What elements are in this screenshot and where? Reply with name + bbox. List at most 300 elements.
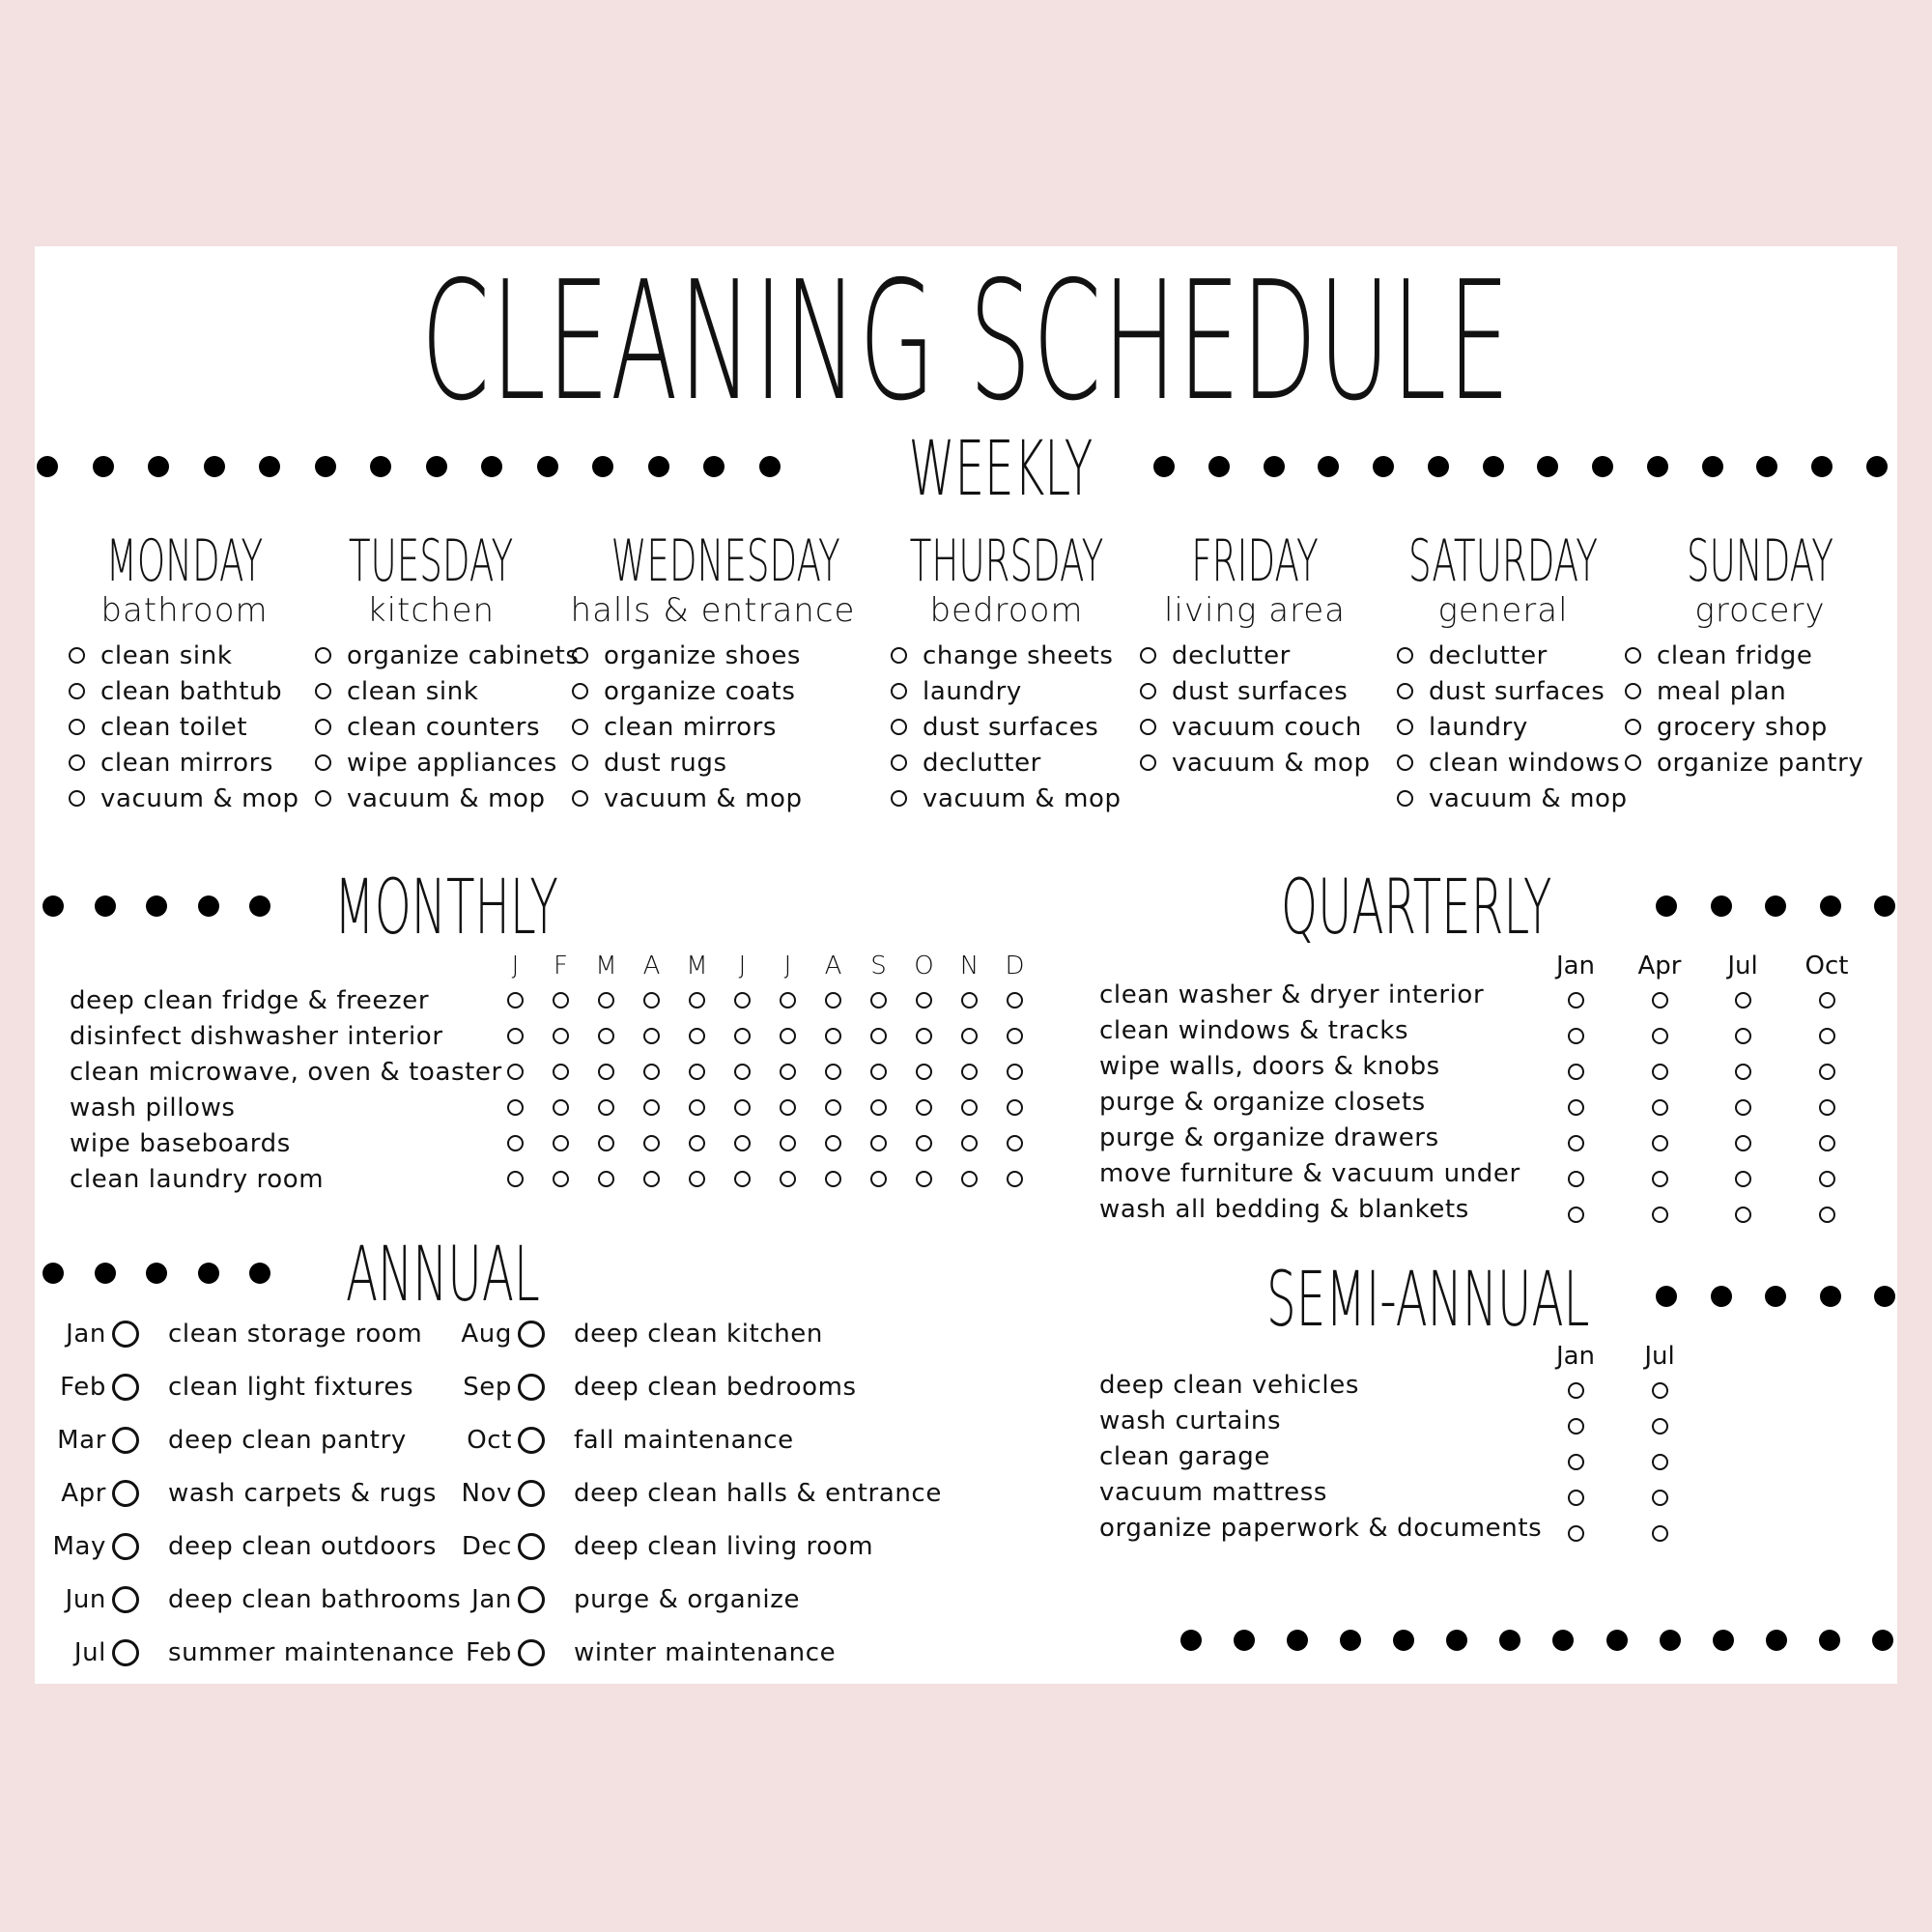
dot <box>1446 1630 1467 1651</box>
checkbox-circle[interactable] <box>643 1099 660 1116</box>
annual-item[interactable] <box>450 1360 942 1413</box>
checkbox-circle[interactable] <box>69 754 85 771</box>
task-label: clean sink <box>100 640 233 670</box>
checkbox-circle[interactable] <box>112 1374 139 1401</box>
checkbox-circle[interactable] <box>825 992 841 1009</box>
day-name: THURSDAY <box>909 527 1104 595</box>
dot <box>95 895 116 917</box>
task-label: organize shoes <box>604 640 802 670</box>
checkbox-circle[interactable] <box>916 1135 932 1151</box>
day-task-list <box>1397 638 1628 816</box>
month-letters <box>493 952 1037 980</box>
checkbox-circle[interactable] <box>961 992 978 1009</box>
day-name: WEDNESDAY <box>611 527 840 595</box>
checkbox-circle[interactable] <box>1652 1171 1668 1187</box>
checkbox-circle[interactable] <box>518 1639 545 1666</box>
checkbox-circle[interactable] <box>825 1171 841 1187</box>
checkbox-circle[interactable] <box>891 754 907 771</box>
task-item[interactable] <box>315 745 580 781</box>
grid-cell <box>810 1135 856 1151</box>
checkbox-circle[interactable] <box>315 719 331 735</box>
grid-cell <box>810 1028 856 1044</box>
checkbox-circle[interactable] <box>518 1427 545 1454</box>
semi-column-label: Jan <box>1555 1342 1596 1371</box>
checkbox-circle[interactable] <box>916 1028 932 1044</box>
checkbox-circle[interactable] <box>689 1028 705 1044</box>
checkbox-circle[interactable] <box>1007 1171 1023 1187</box>
checkbox-circle[interactable] <box>689 1064 705 1080</box>
checkbox-circle[interactable] <box>1652 1028 1668 1044</box>
annual-item[interactable] <box>450 1307 942 1360</box>
task-item[interactable] <box>69 781 299 816</box>
grid-cell <box>1640 1408 1679 1444</box>
checkbox-circle[interactable] <box>961 1064 978 1080</box>
task-item[interactable] <box>69 745 299 781</box>
checkbox-circle[interactable] <box>1568 1454 1584 1470</box>
day-task-list <box>891 638 1122 816</box>
checkbox-circle[interactable] <box>1735 1135 1751 1151</box>
task-label: clean fridge <box>1657 640 1813 670</box>
checkbox-circle[interactable] <box>598 1135 614 1151</box>
annual-task: deep clean outdoors <box>168 1531 437 1561</box>
checkbox-circle[interactable] <box>553 1171 569 1187</box>
checkbox-circle[interactable] <box>1625 719 1641 735</box>
annual-item[interactable] <box>450 1520 942 1573</box>
checkbox-circle[interactable] <box>1568 1207 1584 1223</box>
checkbox-circle[interactable] <box>598 1171 614 1187</box>
checkbox-circle[interactable] <box>507 1135 524 1151</box>
checkbox-circle[interactable] <box>1819 992 1835 1009</box>
quarterly-task-label: purge & organize closets <box>1099 1087 1426 1117</box>
dot <box>703 456 724 477</box>
task-label: vacuum couch <box>1172 712 1362 742</box>
checkbox-circle[interactable] <box>961 1028 978 1044</box>
task-item[interactable] <box>572 638 803 673</box>
annual-dots <box>43 1263 270 1284</box>
checkbox-circle[interactable] <box>1140 683 1156 699</box>
checkbox-circle[interactable] <box>1397 683 1413 699</box>
checkbox-circle[interactable] <box>1652 1525 1668 1542</box>
dot <box>1702 456 1723 477</box>
checkbox-circle[interactable] <box>315 754 331 771</box>
checkbox-circle[interactable] <box>825 1064 841 1080</box>
checkbox-circle[interactable] <box>1652 1064 1668 1080</box>
monthly-task-labels <box>70 982 502 1197</box>
grid-cell <box>1556 1054 1595 1090</box>
quarter-column-label: Oct <box>1804 952 1849 980</box>
checkbox-circle[interactable] <box>112 1480 139 1507</box>
checkbox-circle[interactable] <box>891 719 907 735</box>
checkbox-circle[interactable] <box>598 1028 614 1044</box>
grid-cell <box>992 1064 1037 1080</box>
checkbox-circle[interactable] <box>507 1064 524 1080</box>
checkbox-circle[interactable] <box>553 1099 569 1116</box>
checkbox-circle[interactable] <box>1735 1064 1751 1080</box>
checkbox-circle[interactable] <box>553 992 569 1009</box>
grid-cell <box>1723 1125 1762 1161</box>
task-item[interactable] <box>1140 709 1371 745</box>
checkbox-circle[interactable] <box>1652 1099 1668 1116</box>
checkbox-circle[interactable] <box>1568 1064 1584 1080</box>
annual-item[interactable] <box>450 1573 942 1626</box>
checkbox-circle[interactable] <box>916 1064 932 1080</box>
grid-cell <box>1807 1197 1846 1233</box>
monthly-task-label: wipe baseboards <box>70 1128 291 1158</box>
month-letter: A <box>824 952 842 980</box>
checkbox-circle[interactable] <box>1007 1135 1023 1151</box>
checkbox-circle[interactable] <box>825 1099 841 1116</box>
task-item[interactable] <box>69 638 299 673</box>
grid-cell <box>901 992 947 1009</box>
month-letter: S <box>870 952 887 980</box>
checkbox-circle[interactable] <box>507 1099 524 1116</box>
dot <box>146 1263 167 1284</box>
checkbox-circle[interactable] <box>69 647 85 664</box>
task-item[interactable] <box>69 673 299 709</box>
checkbox-circle[interactable] <box>1568 1171 1584 1187</box>
dot <box>1711 895 1732 917</box>
dot <box>204 456 225 477</box>
month-letter: N <box>959 952 980 980</box>
checkbox-circle[interactable] <box>780 1064 796 1080</box>
checkbox-circle[interactable] <box>1819 1171 1835 1187</box>
checkbox-circle[interactable] <box>1652 1207 1668 1223</box>
task-label: meal plan <box>1657 676 1787 706</box>
checkbox-circle[interactable] <box>891 647 907 664</box>
checkbox-circle[interactable] <box>643 1171 660 1187</box>
checkbox-circle[interactable] <box>315 683 331 699</box>
annual-item[interactable] <box>450 1626 942 1679</box>
checkbox-circle[interactable] <box>1397 790 1413 807</box>
dot <box>1287 1630 1308 1651</box>
checkbox-circle[interactable] <box>1140 719 1156 735</box>
month-letter: A <box>642 952 661 980</box>
task-item[interactable] <box>1625 673 1863 709</box>
checkbox-circle[interactable] <box>1652 1490 1668 1506</box>
day-name: MONDAY <box>105 527 264 595</box>
checkbox-circle[interactable] <box>1652 1454 1668 1470</box>
task-item[interactable] <box>1140 745 1371 781</box>
grid-cell <box>947 1099 992 1116</box>
grid-cell <box>765 992 810 1009</box>
checkbox-circle[interactable] <box>518 1533 545 1560</box>
checkbox-circle[interactable] <box>870 1171 887 1187</box>
annual-task: clean storage room <box>168 1319 423 1349</box>
checkbox-circle[interactable] <box>69 790 85 807</box>
checkbox-circle[interactable] <box>112 1533 139 1560</box>
grid-cell <box>493 1028 538 1044</box>
checkbox-circle[interactable] <box>598 1099 614 1116</box>
task-item[interactable] <box>572 745 803 781</box>
annual-item[interactable] <box>44 1520 461 1573</box>
checkbox-circle[interactable] <box>1652 1135 1668 1151</box>
annual-item[interactable] <box>44 1573 461 1626</box>
task-item[interactable] <box>891 745 1122 781</box>
checkbox-circle[interactable] <box>1007 1028 1023 1044</box>
task-item[interactable] <box>1397 745 1628 781</box>
checkbox-circle[interactable] <box>1568 992 1584 1009</box>
dot <box>1234 1630 1255 1651</box>
checkbox-circle[interactable] <box>961 1135 978 1151</box>
grid-cell <box>810 1064 856 1080</box>
checkbox-circle[interactable] <box>734 992 751 1009</box>
checkbox-circle[interactable] <box>1735 1099 1751 1116</box>
checkbox-circle[interactable] <box>961 1099 978 1116</box>
grid-cell <box>901 1099 947 1116</box>
checkbox-circle[interactable] <box>518 1374 545 1401</box>
checkbox-circle[interactable] <box>69 683 85 699</box>
checkbox-circle[interactable] <box>643 1135 660 1151</box>
checkbox-circle[interactable] <box>598 1064 614 1080</box>
checkbox-circle[interactable] <box>916 1099 932 1116</box>
dot <box>1180 1630 1202 1651</box>
grid-cell <box>1723 1018 1762 1054</box>
checkbox-circle[interactable] <box>1140 754 1156 771</box>
checkbox-circle[interactable] <box>315 790 331 807</box>
task-item[interactable] <box>1625 709 1863 745</box>
checkbox-circle[interactable] <box>1568 1525 1584 1542</box>
annual-item[interactable] <box>44 1466 461 1520</box>
checkbox-circle[interactable] <box>780 1028 796 1044</box>
grid-cell <box>720 1064 765 1080</box>
checkbox-circle[interactable] <box>1735 992 1751 1009</box>
checkbox-circle[interactable] <box>1140 647 1156 664</box>
task-item[interactable] <box>1625 745 1863 781</box>
checkbox-circle[interactable] <box>1397 754 1413 771</box>
checkbox-circle[interactable] <box>507 1171 524 1187</box>
checkbox-circle[interactable] <box>916 992 932 1009</box>
task-label: clean windows <box>1429 748 1621 778</box>
grid-cell <box>493 1171 538 1187</box>
checkbox-circle[interactable] <box>553 1135 569 1151</box>
annual-item[interactable] <box>44 1626 461 1679</box>
checkbox-circle[interactable] <box>1735 1171 1751 1187</box>
checkbox-circle[interactable] <box>870 1099 887 1116</box>
checkbox-circle[interactable] <box>112 1639 139 1666</box>
task-label: vacuum & mop <box>923 783 1122 813</box>
task-label: declutter <box>1429 640 1548 670</box>
checkbox-circle[interactable] <box>1397 647 1413 664</box>
grid-cell <box>856 992 901 1009</box>
checkbox-circle[interactable] <box>1568 1028 1584 1044</box>
checkbox-circle[interactable] <box>1735 1028 1751 1044</box>
quarter-column-label: Apr <box>1637 952 1682 980</box>
checkbox-circle[interactable] <box>1007 1099 1023 1116</box>
task-item[interactable] <box>572 709 803 745</box>
dot <box>1373 456 1394 477</box>
annual-item[interactable] <box>44 1413 461 1466</box>
task-item[interactable] <box>891 673 1122 709</box>
semi-annual-task-label: wash curtains <box>1099 1406 1282 1435</box>
checkbox-circle[interactable] <box>916 1171 932 1187</box>
checkbox-circle[interactable] <box>1819 1135 1835 1151</box>
checkbox-circle[interactable] <box>572 683 588 699</box>
checkbox-circle[interactable] <box>689 1171 705 1187</box>
day-task-list <box>1625 638 1863 781</box>
checkbox-circle[interactable] <box>572 790 588 807</box>
grid-cell <box>1807 1125 1846 1161</box>
checkbox-circle[interactable] <box>780 1135 796 1151</box>
task-label: clean mirrors <box>100 748 274 778</box>
grid-cell <box>583 1028 629 1044</box>
task-item[interactable] <box>1140 673 1371 709</box>
task-item[interactable] <box>891 781 1122 816</box>
checkbox-circle[interactable] <box>553 1028 569 1044</box>
weekly-dots-left <box>37 456 781 477</box>
checkbox-circle[interactable] <box>518 1321 545 1348</box>
checkbox-circle[interactable] <box>689 992 705 1009</box>
checkbox-circle[interactable] <box>572 647 588 664</box>
checkbox-circle[interactable] <box>69 719 85 735</box>
task-item[interactable] <box>1397 638 1628 673</box>
dot <box>1713 1630 1734 1651</box>
annual-month: Jun <box>65 1584 106 1614</box>
annual-item[interactable] <box>450 1466 942 1520</box>
checkbox-circle[interactable] <box>598 992 614 1009</box>
annual-item[interactable] <box>450 1413 942 1466</box>
grid-cell <box>1807 982 1846 1018</box>
semi-annual-heading: SEMI-ANNUAL <box>1266 1257 1590 1344</box>
checkbox-circle[interactable] <box>734 1171 751 1187</box>
annual-month: Mar <box>57 1425 106 1455</box>
checkbox-circle[interactable] <box>1568 1135 1584 1151</box>
checkbox-circle[interactable] <box>1568 1099 1584 1116</box>
checkbox-circle[interactable] <box>734 1064 751 1080</box>
grid-cell <box>1640 1480 1679 1516</box>
grid-cell <box>1640 1516 1679 1551</box>
checkbox-circle[interactable] <box>1397 719 1413 735</box>
checkbox-circle[interactable] <box>734 1028 751 1044</box>
checkbox-circle[interactable] <box>734 1135 751 1151</box>
checkbox-circle[interactable] <box>1568 1382 1584 1399</box>
checkbox-circle[interactable] <box>112 1427 139 1454</box>
task-item[interactable] <box>315 673 580 709</box>
dot <box>1819 1630 1840 1651</box>
annual-task: deep clean kitchen <box>574 1319 823 1349</box>
checkbox-circle[interactable] <box>1625 683 1641 699</box>
task-item[interactable] <box>1397 673 1628 709</box>
checkbox-circle[interactable] <box>870 992 887 1009</box>
checkbox-circle[interactable] <box>1819 1207 1835 1223</box>
grid-cell <box>810 1099 856 1116</box>
task-item[interactable] <box>891 709 1122 745</box>
checkbox-circle[interactable] <box>780 992 796 1009</box>
checkbox-circle[interactable] <box>689 1099 705 1116</box>
annual-task: purge & organize <box>574 1584 801 1614</box>
checkbox-circle[interactable] <box>507 1028 524 1044</box>
task-item[interactable] <box>315 709 580 745</box>
task-item[interactable] <box>1625 638 1863 673</box>
checkbox-circle[interactable] <box>1625 754 1641 771</box>
checkbox-circle[interactable] <box>315 647 331 664</box>
semi-annual-task-label: vacuum mattress <box>1099 1477 1328 1507</box>
task-item[interactable] <box>69 709 299 745</box>
grid-cell <box>674 1135 720 1151</box>
checkbox-circle[interactable] <box>780 1099 796 1116</box>
checkbox-circle[interactable] <box>825 1135 841 1151</box>
checkbox-circle[interactable] <box>870 1064 887 1080</box>
grid-cell <box>1556 1444 1595 1480</box>
checkbox-circle[interactable] <box>1007 1064 1023 1080</box>
checkbox-circle[interactable] <box>572 754 588 771</box>
checkbox-circle[interactable] <box>572 719 588 735</box>
task-item[interactable] <box>572 673 803 709</box>
checkbox-circle[interactable] <box>1819 1028 1835 1044</box>
checkbox-circle[interactable] <box>1819 1099 1835 1116</box>
checkbox-circle[interactable] <box>870 1028 887 1044</box>
checkbox-circle[interactable] <box>891 790 907 807</box>
grid-cell <box>1556 982 1595 1018</box>
checkbox-circle[interactable] <box>1625 647 1641 664</box>
grid-cell <box>1640 1054 1679 1090</box>
monthly-task-label: clean laundry room <box>70 1164 325 1194</box>
checkbox-circle[interactable] <box>643 992 660 1009</box>
checkbox-circle[interactable] <box>1652 1418 1668 1435</box>
grid-cell <box>856 1171 901 1187</box>
checkbox-circle[interactable] <box>870 1135 887 1151</box>
annual-task: deep clean bathrooms <box>168 1584 462 1614</box>
dot <box>426 456 447 477</box>
semi-annual-dots <box>1656 1286 1895 1307</box>
checkbox-circle[interactable] <box>825 1028 841 1044</box>
checkbox-circle[interactable] <box>112 1321 139 1348</box>
checkbox-circle[interactable] <box>1568 1490 1584 1506</box>
checkbox-circle[interactable] <box>891 683 907 699</box>
task-item[interactable] <box>572 781 803 816</box>
annual-task: winter maintenance <box>574 1637 837 1667</box>
checkbox-circle[interactable] <box>518 1480 545 1507</box>
checkbox-circle[interactable] <box>734 1099 751 1116</box>
checkbox-circle[interactable] <box>112 1586 139 1613</box>
annual-column-right <box>450 1307 942 1679</box>
day-task-list <box>69 638 299 816</box>
checkbox-circle[interactable] <box>1819 1064 1835 1080</box>
annual-month: Sep <box>463 1372 512 1402</box>
task-item[interactable] <box>891 638 1122 673</box>
dot <box>537 456 558 477</box>
task-item[interactable] <box>1397 781 1628 816</box>
checkbox-circle[interactable] <box>780 1171 796 1187</box>
monthly-checkbox-grid <box>493 982 1037 1197</box>
checkbox-circle[interactable] <box>643 1064 660 1080</box>
checkbox-circle[interactable] <box>507 992 524 1009</box>
grid-cell <box>1807 1090 1846 1125</box>
task-item[interactable] <box>1397 709 1628 745</box>
dot <box>1483 456 1504 477</box>
checkbox-circle[interactable] <box>1652 992 1668 1009</box>
checkbox-circle[interactable] <box>1735 1207 1751 1223</box>
annual-item[interactable] <box>44 1307 461 1360</box>
grid-cell <box>947 992 992 1009</box>
annual-month: Jan <box>66 1319 106 1349</box>
checkbox-circle[interactable] <box>689 1135 705 1151</box>
grid-cell <box>1807 1161 1846 1197</box>
task-item[interactable] <box>315 781 580 816</box>
annual-item[interactable] <box>44 1360 461 1413</box>
checkbox-circle[interactable] <box>1652 1382 1668 1399</box>
checkbox-circle[interactable] <box>1007 992 1023 1009</box>
task-item[interactable] <box>1140 638 1371 673</box>
annual-task: deep clean living room <box>574 1531 874 1561</box>
task-item[interactable] <box>315 638 580 673</box>
checkbox-circle[interactable] <box>961 1171 978 1187</box>
grid-cell <box>856 1028 901 1044</box>
checkbox-circle[interactable] <box>1568 1418 1584 1435</box>
checkbox-circle[interactable] <box>553 1064 569 1080</box>
dot <box>1499 1630 1520 1651</box>
checkbox-circle[interactable] <box>643 1028 660 1044</box>
checkbox-circle[interactable] <box>518 1586 545 1613</box>
